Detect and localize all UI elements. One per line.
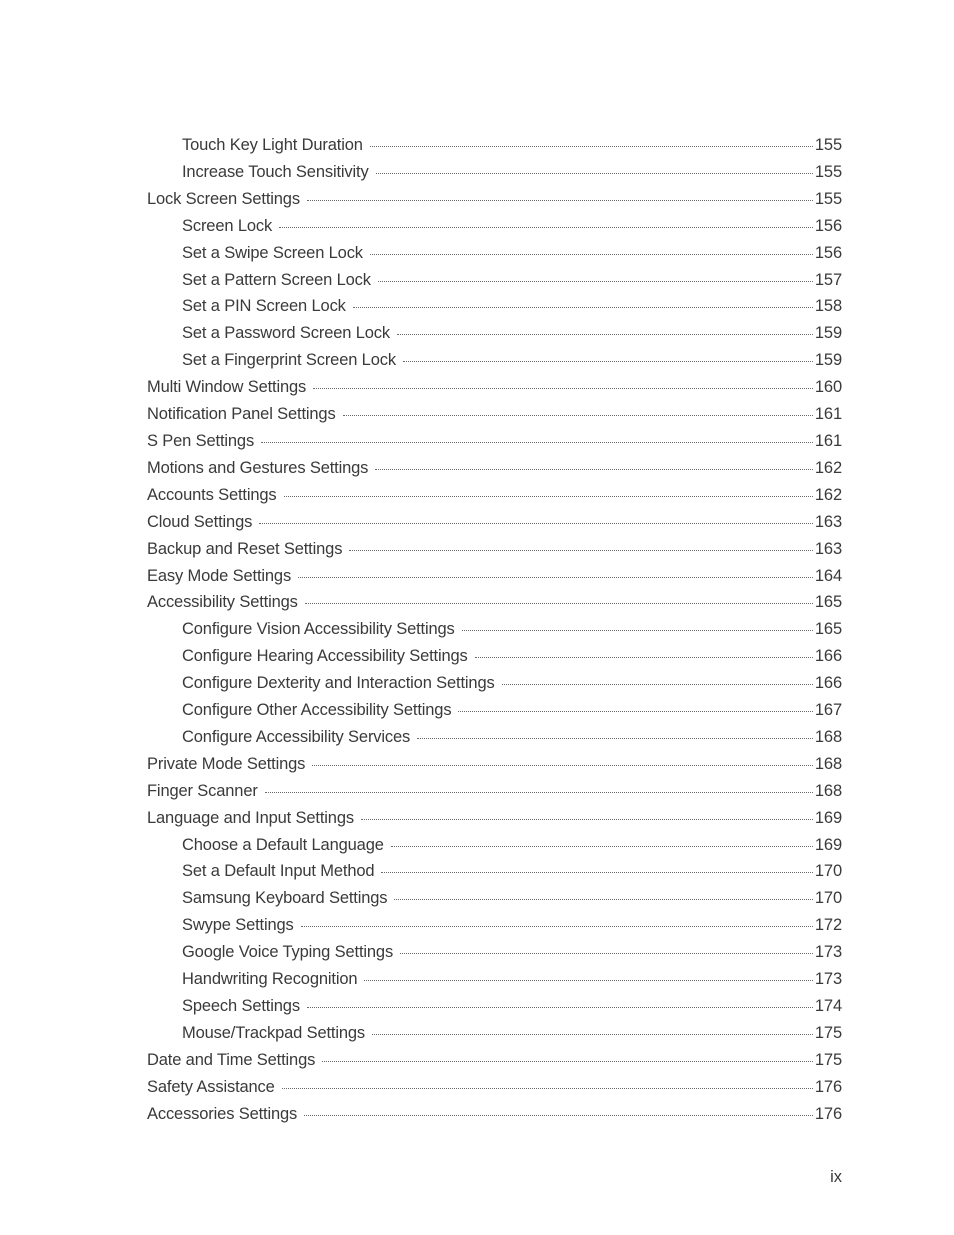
toc-entry-page: 176 [814,1104,842,1123]
toc-entry-page: 168 [814,754,842,773]
toc-entry-title: Set a PIN Screen Lock [182,297,346,316]
dot-leader [282,1088,813,1089]
dot-leader [313,388,813,389]
toc-entry-page: 164 [814,566,842,585]
toc-entry[interactable] [147,374,842,401]
toc-entry-title: Multi Window Settings [147,378,307,397]
toc-entry-title: Language and Input Settings [147,808,354,827]
toc-entry[interactable] [147,939,842,966]
toc-entry-page: 166 [814,647,842,666]
dot-leader [322,1061,813,1062]
toc-entry[interactable] [147,1047,842,1074]
toc-entry-page: 155 [814,136,842,154]
toc-entry-page: 163 [814,539,842,558]
toc-entry-title: Cloud Settings [147,512,253,531]
toc-entry-title: Configure Accessibility Services [182,727,411,746]
dot-leader [375,469,813,470]
toc-entry[interactable] [147,966,842,993]
dot-leader [279,227,813,228]
dot-leader [312,765,813,766]
toc-entry-page: 160 [814,378,842,397]
toc-entry[interactable] [147,832,842,859]
dot-leader [304,1115,813,1116]
toc-entry-title: Easy Mode Settings [147,566,292,585]
dot-leader [394,899,813,900]
toc-entry-page: 166 [814,674,842,693]
toc-entry-page: 173 [814,943,842,962]
toc-entry[interactable] [147,697,842,724]
toc-entry[interactable] [147,536,842,563]
toc-entry[interactable] [147,1020,842,1047]
dot-leader [391,846,813,847]
toc-entry-title: Configure Vision Accessibility Settings [182,620,455,639]
toc-entry-title: Safety Assistance [147,1077,275,1096]
toc-entry[interactable] [147,751,842,778]
toc-entry-title: Lock Screen Settings [147,189,300,208]
dot-leader [364,980,813,981]
toc-entry-page: 159 [814,324,842,343]
toc-entry-title: Samsung Keyboard Settings [182,889,388,908]
table-of-contents [147,132,842,1128]
dot-leader [397,334,813,335]
toc-entry-page: 170 [814,862,842,881]
toc-entry[interactable] [147,858,842,885]
dot-leader [372,1034,813,1035]
toc-entry-title: Set a Password Screen Lock [182,324,390,343]
toc-entry-title: Configure Dexterity and Interaction Settings [182,674,495,693]
toc-entry-title: Increase Touch Sensitivity [182,162,369,181]
toc-entry-page: 165 [814,593,842,612]
toc-entry-title: Accessibility Settings [147,593,298,612]
toc-entry-page: 167 [814,701,842,720]
dot-leader [349,550,813,551]
toc-entry-title: Set a Default Input Method [182,862,375,881]
toc-entry-title: Choose a Default Language [182,835,384,854]
toc-entry[interactable] [147,778,842,805]
dot-leader [307,200,813,201]
toc-entry-title: Touch Key Light Duration [182,136,363,154]
toc-entry[interactable] [147,293,842,320]
toc-entry-title: Swype Settings [182,916,294,935]
toc-entry[interactable] [147,616,842,643]
toc-entry[interactable] [147,643,842,670]
toc-entry-page: 174 [814,997,842,1015]
toc-entry-title: Finger Scanner [147,781,258,800]
toc-entry-title: Mouse/Trackpad Settings [182,1023,366,1042]
dot-leader [298,577,813,578]
toc-entry-title: Private Mode Settings [147,754,306,773]
toc-entry-page: 165 [814,620,842,639]
toc-entry-page: 172 [814,916,842,935]
dot-leader [403,361,813,362]
toc-entry-title: Date and Time Settings [147,1050,316,1069]
toc-entry-page: 161 [814,405,842,424]
dot-leader [307,1007,813,1008]
toc-entry[interactable] [147,724,842,751]
dot-leader [259,523,813,524]
dot-leader [261,442,813,443]
dot-leader [475,657,813,658]
toc-entry[interactable] [147,563,842,590]
toc-entry[interactable] [147,885,842,912]
toc-entry-title: Screen Lock [182,216,273,235]
toc-entry-page: 176 [814,1077,842,1096]
toc-entry[interactable] [147,428,842,455]
dot-leader [301,926,813,927]
toc-entry-title: Accessories Settings [147,1104,298,1123]
dot-leader [417,738,813,739]
dot-leader [381,872,813,873]
toc-entry[interactable] [147,213,842,240]
toc-entry[interactable] [147,670,842,697]
dot-leader [376,173,813,174]
toc-entry-title: Set a Swipe Screen Lock [182,243,363,262]
dot-leader [284,496,813,497]
toc-entry-page: 169 [814,808,842,827]
toc-entry-page: 175 [814,1050,842,1069]
dot-leader [370,146,813,147]
toc-entry-title: Handwriting Recognition [182,970,358,989]
dot-leader [343,415,813,416]
toc-entry-page: 173 [814,970,842,989]
toc-entry-title: Accounts Settings [147,485,277,504]
dot-leader [458,711,812,712]
toc-entry-page: 162 [814,458,842,477]
toc-entry-page: 162 [814,485,842,504]
toc-entry-title: Backup and Reset Settings [147,539,343,558]
toc-entry-page: 169 [814,835,842,854]
toc-entry[interactable] [147,993,842,1020]
page-number: ix [830,1168,842,1186]
toc-entry[interactable] [147,1074,842,1101]
toc-entry-page: 161 [814,431,842,450]
dot-leader [370,254,813,255]
toc-entry[interactable] [147,186,842,213]
dot-leader [265,792,813,793]
dot-leader [400,953,813,954]
toc-entry-title: Set a Pattern Screen Lock [182,270,371,289]
dot-leader [361,819,813,820]
dot-leader [305,603,813,604]
toc-entry-page: 156 [814,216,842,235]
toc-entry[interactable] [147,912,842,939]
toc-entry[interactable] [147,401,842,428]
toc-entry-page: 170 [814,889,842,908]
toc-entry-title: Configure Hearing Accessibility Settings [182,647,468,666]
toc-entry-title: Notification Panel Settings [147,405,336,424]
dot-leader [462,630,813,631]
toc-entry-page: 157 [814,270,842,289]
toc-entry[interactable] [147,320,842,347]
toc-entry[interactable] [147,267,842,294]
toc-entry-title: Speech Settings [182,997,300,1015]
dot-leader [378,281,813,282]
toc-entry-title: Configure Other Accessibility Settings [182,701,452,720]
toc-entry-page: 168 [814,727,842,746]
toc-entry[interactable] [147,589,842,616]
toc-entry[interactable] [147,132,842,159]
toc-entry-page: 158 [814,297,842,316]
toc-entry[interactable] [147,455,842,482]
toc-entry-page: 175 [814,1023,842,1042]
dot-leader [353,307,813,308]
toc-entry-page: 155 [814,189,842,208]
toc-entry[interactable] [147,240,842,267]
toc-entry-title: S Pen Settings [147,431,255,450]
toc-entry[interactable] [147,509,842,536]
toc-entry-page: 163 [814,512,842,531]
dot-leader [502,684,813,685]
toc-entry[interactable] [147,1101,842,1128]
toc-entry-page: 155 [814,162,842,181]
toc-entry-title: Motions and Gestures Settings [147,458,369,477]
toc-entry-title: Set a Fingerprint Screen Lock [182,351,396,370]
toc-entry[interactable] [147,482,842,509]
toc-entry[interactable] [147,347,842,374]
toc-entry-title: Google Voice Typing Settings [182,943,394,962]
toc-entry-page: 159 [814,351,842,370]
toc-entry[interactable] [147,159,842,186]
toc-entry-page: 156 [814,243,842,262]
toc-entry[interactable] [147,805,842,832]
toc-entry-page: 168 [814,781,842,800]
